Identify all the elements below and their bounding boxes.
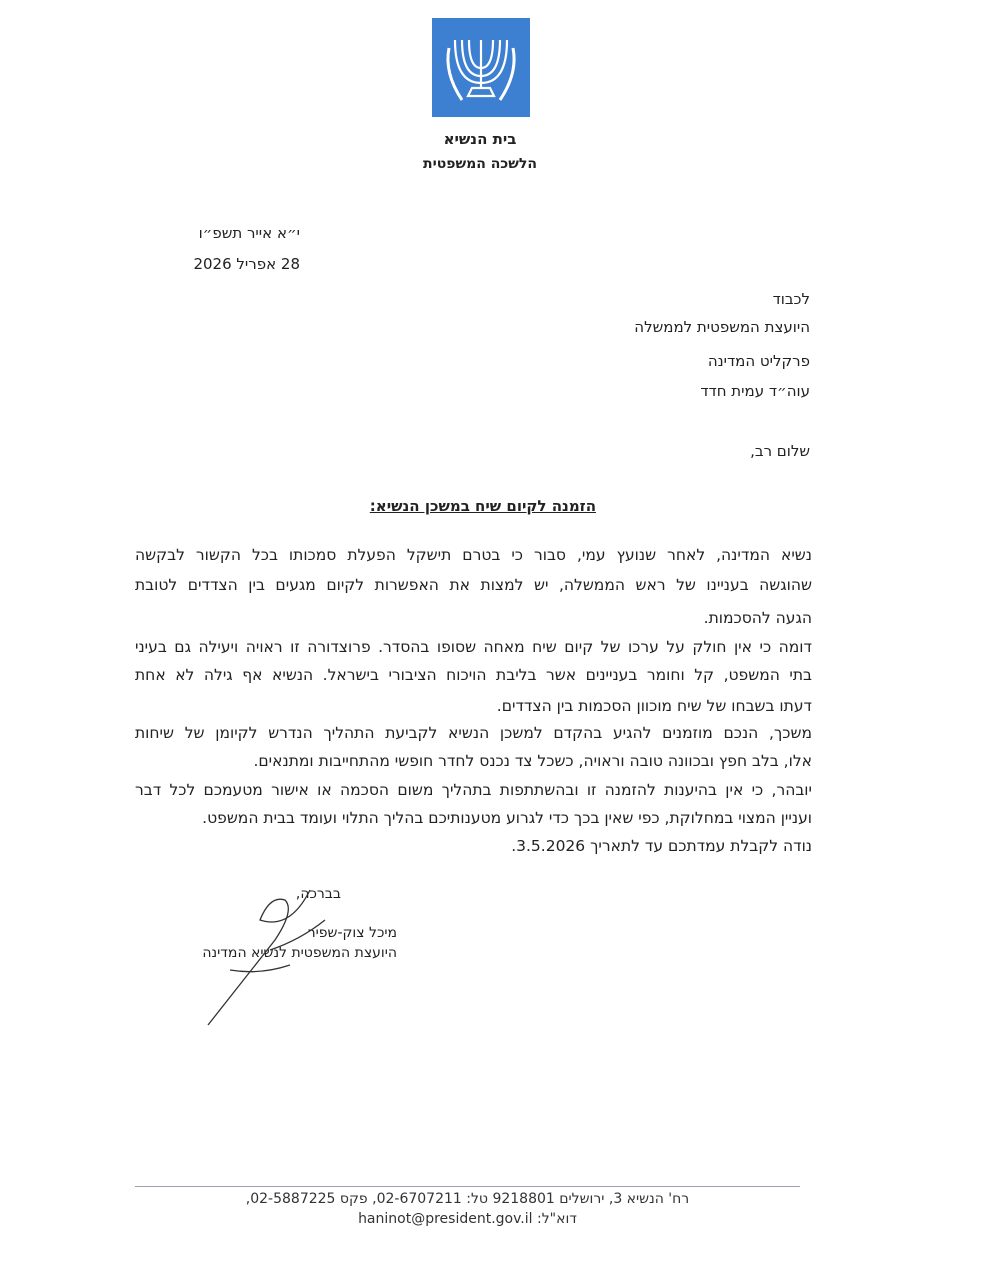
footer-divider	[135, 1186, 800, 1187]
body-line: דומה כי אין חולק על ערכו של קיום שיח מאחה שסופו בהסדר. פרוצדורה זו ראויה ויעילה גם בעיני	[135, 638, 812, 656]
state-emblem-logo	[432, 18, 530, 117]
body-line: יובהר, כי אין בהיענות להזמנה זו ובהשתתפות בתהליך משום הסכמה או אישור מטעמכם לכל דבר	[135, 781, 812, 799]
body-line: שהוגשה בעניינו של ראש הממשלה, יש למצות את האפשרות לקיום מגעים בין הצדדים לטובת	[135, 576, 812, 594]
body-line: בתי המשפט, קל וחומר בעניינים אשר בליבת הויכוח הציבורי בישראל. הנשיא אף גילה לא אחת	[135, 666, 812, 684]
signature-closing: בברכה,	[295, 886, 341, 902]
body-line: נודה לקבלת עמדתכם עד לתאריך 3.5.2026.	[511, 837, 812, 855]
footer-email-row	[135, 1211, 800, 1227]
body-line: דעתו בשבחו של שיח מוכוון הסכמות בין הצדדים.	[496, 697, 812, 715]
subject-heading: הזמנה לקיום שיח במשכן הנשיא:	[369, 497, 596, 515]
gregorian-date: 28 אפריל 2026	[193, 255, 300, 273]
greeting: שלום רב,	[750, 442, 810, 460]
body-line: הגעה להסכמות.	[703, 609, 812, 627]
menorah-emblem-icon	[432, 18, 530, 117]
handwritten-signature	[200, 880, 330, 1030]
email-link[interactable]: haninot@president.gov.il	[358, 1211, 533, 1227]
recipient-line: עוה״ד עמית חדד	[700, 382, 810, 400]
footer-address: רח' הנשיא 3, ירושלים 9218801 טל: 02-6707211, פקס 02-5887225,	[245, 1191, 690, 1207]
recipient-line: פרקליט המדינה	[707, 352, 810, 370]
body-line: ועניין המצוי במחלוקת, כפי שאין בכך כדי לגרוע מטענותיכם בהליך התלוי ועומד בבית המשפט.	[202, 809, 812, 827]
signatory-title: היועצת המשפטית לנשיא המדינה	[202, 945, 397, 961]
email-label: דוא"ל:	[536, 1211, 577, 1227]
body-line: משכך, הנכם מוזמנים להגיע בהקדם למשכן הנשיא לקביעת התהליך הנדרש לקיומן של שיחות	[135, 724, 812, 742]
body-line: נשיא המדינה, לאחר שנועץ עמי, סבור כי בטרם תישקל הפעלת סמכותו בכל הקשור לבקשה	[135, 546, 812, 564]
body-line: אלו, בלב חפץ ובכוונה טובה וראויה, כשכל צד נכנס לחדר חופשי מהתחייבות ומתנאים.	[253, 752, 812, 770]
department-name: הלשכה המשפטית	[423, 156, 537, 172]
office-name: בית הנשיא	[443, 130, 517, 148]
recipient-line: היועצת המשפטית לממשלה	[634, 318, 810, 336]
signatory-name: מיכל צוק-שפיר	[307, 925, 397, 941]
hebrew-date: י״א אייר תשפ״ו	[198, 224, 300, 242]
recipient-salutation: לכבוד	[772, 290, 810, 308]
